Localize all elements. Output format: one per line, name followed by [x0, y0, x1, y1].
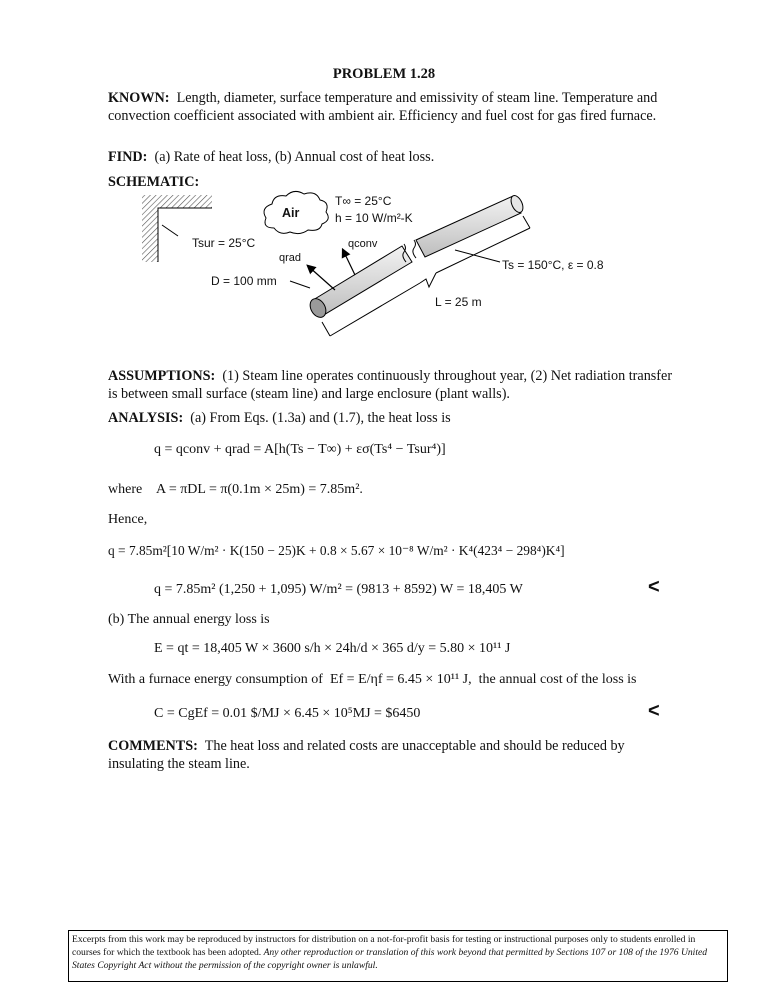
result-marker: <	[648, 576, 660, 598]
tsur-label: Tsur = 25°C	[192, 236, 256, 250]
furnace-post-text: the annual cost of the loss is	[478, 672, 637, 687]
equation-heat-result: q = 7.85m² (1,250 + 1,095) W/m² = (9813 + 8592) W = 18,405 W	[154, 582, 523, 597]
comments-label: COMMENTS:	[108, 738, 198, 754]
equation-area: A = πDL = π(0.1m × 25m) = 7.85m².	[156, 482, 363, 497]
assumptions-section	[108, 368, 674, 403]
furnace-pre-text: With a furnace energy consumption of	[108, 672, 323, 687]
analysis-text: (a) From Eqs. (1.3a) and (1.7), the heat loss is	[190, 410, 451, 426]
t-inf-label: T∞ = 25°C	[335, 194, 392, 208]
equation-energy: E = qt = 18,405 W × 3600 s/h × 24h/d × 365 d/y = 5.80 × 10¹¹ J	[154, 641, 511, 656]
equation-cost: C = CgEf = 0.01 $/MJ × 6.45 × 10⁵MJ = $6450	[154, 706, 421, 721]
equation-substitution: q = 7.85m²[10 W/m² · K(150 − 25)K + 0.8 × 5.67 × 10⁻⁸ W/m² · K⁴(423⁴ − 298⁴)K⁴]	[108, 543, 565, 558]
qconv-arrow	[343, 250, 355, 275]
hence-text: Hence,	[108, 512, 148, 527]
cost-marker: <	[648, 700, 660, 722]
analysis-section	[108, 410, 674, 428]
comments-section	[108, 738, 674, 773]
tsur-leader	[162, 225, 178, 236]
furnace-line	[108, 672, 637, 688]
known-text: Length, diameter, surface temperature and emissivity of steam line. Temperature and convection coefficient associated with ambient air. Efficiency and fuel cost for gas fired furnace.	[108, 90, 658, 124]
where-text: where	[108, 482, 143, 497]
equation-heat-loss: q = qconv + qrad = A[h(Ts − T∞) + εσ(Ts⁴ − Tsur⁴)]	[154, 442, 446, 457]
qrad-label: qrad	[279, 252, 302, 264]
assumptions-text: (1) Steam line operates continuously throughout year, (2) Net radiation transfer is between small surface (steam line) and large enclosure (plant walls).	[108, 368, 673, 402]
diameter-label: D = 100 mm	[211, 274, 277, 288]
furnace-equation: Ef = E/ηf = 6.45 × 10¹¹ J,	[329, 672, 472, 687]
find-label: FIND:	[108, 149, 148, 165]
d-leader	[290, 281, 310, 288]
ts-label: Ts = 150°C, ε = 0.8	[502, 258, 604, 272]
schematic-label: SCHEMATIC:	[108, 174, 200, 190]
find-text: (a) Rate of heat loss, (b) Annual cost of heat loss.	[154, 149, 435, 165]
problem-title: PROBLEM 1.28	[332, 66, 436, 82]
analysis-label: ANALYSIS:	[108, 410, 184, 426]
comments-text: The heat loss and related costs are unacceptable and should be reduced by insulating the steam line.	[108, 738, 625, 772]
enclosure-wall	[142, 195, 212, 262]
footer-plain-text: Excerpts from this work may be reproduced by instructors for distribution on a not-for-profit basis for testing or instructional purposes only to students enrolled in courses for which the textbook has been adopted.	[72, 934, 696, 958]
copyright-footer	[68, 930, 728, 982]
footer-italic-text: Any other reproduction or translation of this work beyond that permitted by Sections 107 or 108 of the 1976 United States Copyright Act without the permission of the copyright owner is unlawful.	[72, 947, 708, 971]
part-b-text: (b) The annual energy loss is	[108, 612, 270, 627]
schematic-diagram	[0, 0, 768, 360]
qconv-label: qconv	[348, 238, 378, 250]
h-label: h = 10 W/m²-K	[335, 211, 413, 225]
air-label: Air	[282, 206, 300, 220]
assumptions-label: ASSUMPTIONS:	[108, 368, 216, 384]
known-label: KNOWN:	[108, 90, 170, 106]
qrad-arrow	[308, 266, 335, 290]
length-label: L = 25 m	[435, 295, 482, 309]
